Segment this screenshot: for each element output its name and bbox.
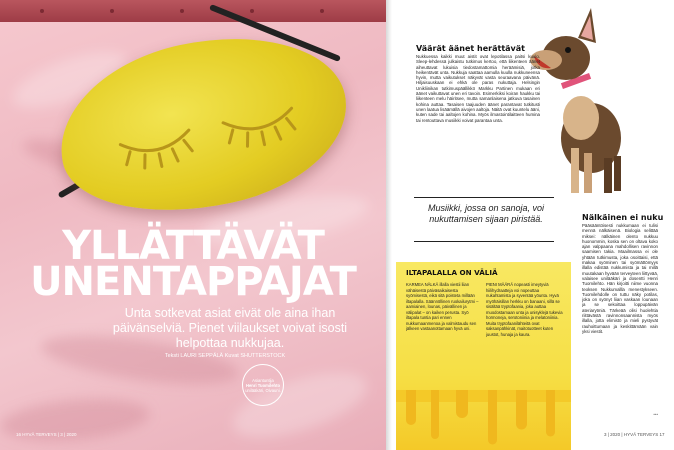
continue-mark: ••• <box>653 412 658 417</box>
headboard-button <box>320 9 324 13</box>
sheet-fold <box>0 394 151 447</box>
expert-badge-label: Asiantuntija <box>252 377 274 383</box>
right-page <box>386 0 674 450</box>
headboard-button <box>180 9 184 13</box>
box-column-1: KARMEA NÄLKÄ illalla viestii liian vähäisestä päiväsaikaisesta syömisestä, eikä sitä poisteta millään iltapalalla. Säännöllinen ruokailurytmi – aamiainen, lounas, päivällinen ja välipalat – on kaiken perusta. Syö iltapala tuntia pari ennen nukkumaanmenoa ja valmistaudu sen jälkeen vastaanottamaan hyvä uni. <box>406 282 479 331</box>
page-folio-left: 16 HYVÄ TERVEYS | 3 | 2020 <box>16 432 77 437</box>
pull-quote: Musiikki, jossa on sanoja, voi nukuttamisen sijaan piristää. <box>427 203 545 224</box>
headboard-button <box>40 9 44 13</box>
headline-line-1: YLLÄTTÄVÄT <box>62 223 324 269</box>
evening-snack-box <box>396 262 571 450</box>
headline-line-2: UNENTAPPAJAT <box>30 259 356 305</box>
headboard-button <box>250 9 254 13</box>
expert-badge <box>242 364 284 406</box>
box-column-2: PIENI MÄÄRÄ nopeasti imeytyviä hiilihydraatteja voi nopeuttaa nukahtamista ja syventää yöunta. Hyvä myöhäisillan herkku on banaani, sillä se sisältää tryptofaania, joka auttaa muodostamaan unta ja unisyklejä tukevia hormoneja, serotoniinia ja melatoniinia. Muita tryptofaanilähteitä ovat saksanpähkinät, maitotuotteet kuten juustot, hunaja ja kaura. <box>486 282 563 337</box>
byline: Teksti LAURI SEPPÄLÄ Kuvat SHUTTERSTOCK <box>164 353 286 359</box>
section-title-hungry: Nälkäinen ei nuku <box>582 213 664 222</box>
section-title-noises: Väärät äänet herättävät <box>416 44 525 53</box>
section-body-hungry: Pääsääntöisesti nukkumaan ei tulisi mennä nälkäisenä. Biologia selittää miksei: nälkäinen olento nukkuu huonommin, koska sen on oltava koko ajan valppaana mahdollisen ravinnon saamisen takia. Maailmassa ei ole yhtään tutkimusta, joka osoittaisi, että makaa syöminen tai syömättömyys illalla edistää nukkumista ja tai millä muutakaan hyvään terveyteen liittyvää, valaisee unilääkäri ja dosentti Henri Tuomilehto. Hän kirjoitti niime vuonna teoksen Nukkumallla menestykseen. Tuomilehdolle on tuttu näky potilas, joka on syönyt liian vaskaan lounaan ja se sekoittaa loppupäivän ateriarytmiä. Tärkeää olisi huolehtia riittävästä ravinnonsaannista myös illalla, jotta elimistö ja mieli pystyvät rauhoittumaan ja keskittämään vain yksi viestit. <box>582 223 658 334</box>
section-body-noises: Nukkuessa kaikki muut aistit ovat lepotilassa paitsi kuulo. Sleep-lehdessä julkaistu tutkimus kertoo, että liikenteen äänet aiheuttavat lukuisia tiedostamattomia heräämisiä, jotka heikentävät unta. Nukkuja saattaa aamulla kuulla nukkuneensa hyvin, mutta vaikutukset näkyvät vasta seuraavana päivänä. Hiljaisuuskaan ei ehkä ole paras nukuttaja. Helsingin Unikliinikan tutkimuspäällikkö Markku Partinen mukaan eri äänet vaikuttavat unen eri tavoin. Esimerkiksi koiran haukku tai liikenteen melu häiritsee, mutta samanlaisena jatkuva tasainen kohina auttaa. Tasaisen taajuuden äänet parantavat tutkitusti unen laatua lisäämällä aivojen aaltoja. Näitä ovat kuuntelu ääni, kuten sade tai aaltojen kohina. Myös ilmastointilaitteen humina tai rentouttava musiikki voivat parantaa unta. <box>416 54 540 123</box>
expert-badge-name: Henri Tuomilehto <box>245 382 281 388</box>
pull-quote-rule-top <box>414 197 554 198</box>
expert-badge-title: unilääkäri, Oivauni. <box>245 387 281 393</box>
headboard-button <box>110 9 114 13</box>
pull-quote-rule-bottom <box>414 241 554 242</box>
honey-drips-image <box>396 390 571 450</box>
article-deck: Unta sotkevat asiat eivät ole aina ihan päivänselviä. Pienet viilaukset voivat isosti helpottaa nukkujaa. <box>112 306 348 350</box>
spine-gutter <box>386 0 392 450</box>
page-folio-right: 3 | 2020 | HYVÄ TERVEYS 17 <box>604 432 665 437</box>
box-title: ILTAPALALLA ON VÄLIÄ <box>406 268 498 277</box>
